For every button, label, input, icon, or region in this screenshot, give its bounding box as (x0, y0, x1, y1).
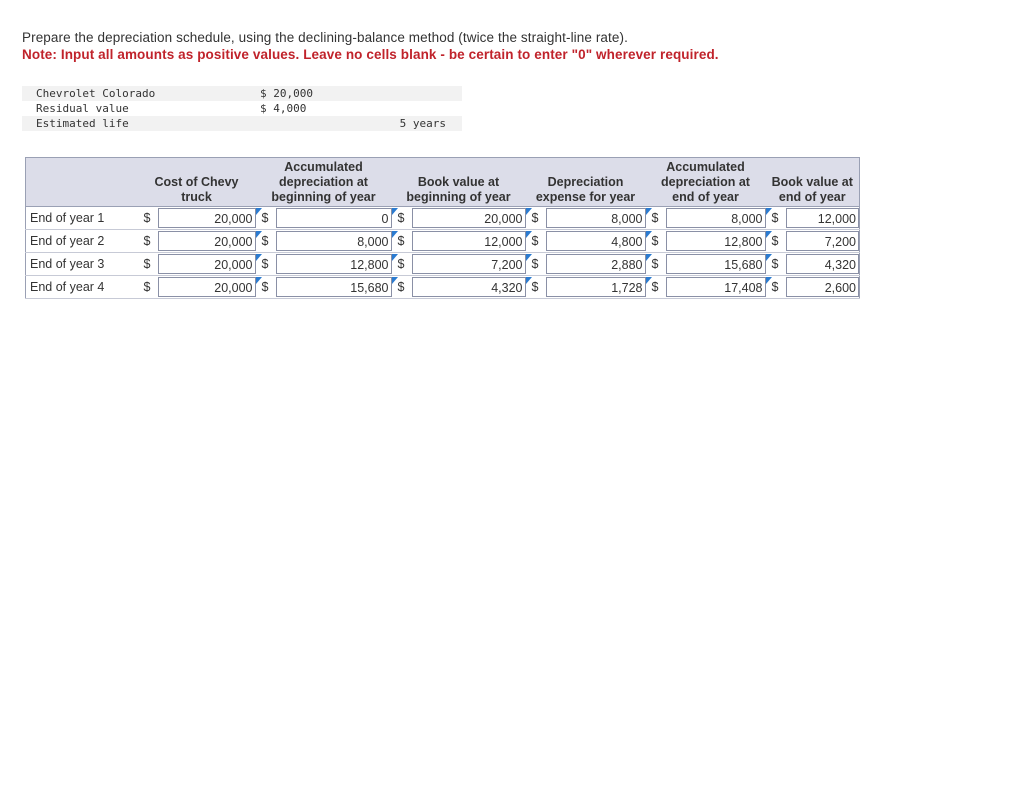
header-row (26, 158, 860, 207)
book-begin-input[interactable] (412, 231, 526, 251)
cell-accum-begin (276, 276, 392, 299)
header-accum-end: Accumulated depreciation at end of year (646, 158, 766, 207)
header-accum-begin: Accumulated depreciation at beginning of year (256, 158, 392, 207)
cost-input[interactable] (158, 277, 256, 297)
header-cost: Cost of Chevy truck (138, 158, 256, 207)
row-label: End of year 3 (26, 253, 138, 276)
book-begin-input[interactable] (412, 254, 526, 274)
currency-symbol: $ (766, 230, 786, 253)
input-value: 17,408 (724, 281, 763, 295)
input-value: 20,000 (214, 235, 253, 249)
currency-symbol: $ (138, 276, 158, 299)
currency-symbol: $ (392, 207, 412, 230)
cost-input[interactable] (158, 254, 256, 274)
given-unit (353, 86, 462, 101)
cell-cost (158, 253, 256, 276)
header-dep-exp: Depreciation expense for year (526, 158, 646, 207)
cell-book-end (786, 207, 860, 230)
cell-accum-begin (276, 230, 392, 253)
input-value: 4,320 (824, 258, 856, 272)
cell-flag-icon (766, 277, 772, 284)
cell-flag-icon (256, 277, 262, 284)
cell-cost (158, 276, 256, 299)
cell-accum-end (666, 230, 766, 253)
currency-symbol: $ (646, 207, 666, 230)
given-label: Residual value (36, 102, 129, 115)
currency-symbol: $ (526, 207, 546, 230)
accum-begin-input[interactable] (276, 231, 392, 251)
row-label: End of year 2 (26, 230, 138, 253)
cell-flag-icon (256, 208, 262, 215)
given-row (22, 101, 462, 116)
cell-flag-icon (256, 231, 262, 238)
dep-exp-input[interactable] (546, 208, 646, 228)
header-book-begin: Book value at beginning of year (392, 158, 526, 207)
given-unit: 5 years (353, 116, 462, 131)
dep-exp-input[interactable] (546, 277, 646, 297)
input-value: 2,600 (824, 281, 856, 295)
book-begin-input[interactable] (412, 208, 526, 228)
input-value: 20,000 (214, 258, 253, 272)
input-value: 2,880 (611, 258, 643, 272)
cell-flag-icon (392, 208, 398, 215)
cell-dep-exp (546, 207, 646, 230)
cell-accum-end (666, 207, 766, 230)
book-end-input[interactable] (786, 277, 860, 297)
input-value: 15,680 (724, 258, 763, 272)
accum-begin-input[interactable] (276, 277, 392, 297)
input-value: 0 (381, 212, 389, 226)
book-end-input[interactable] (786, 231, 860, 251)
currency-symbol: $ (526, 253, 546, 276)
accum-end-input[interactable] (666, 231, 766, 251)
currency-symbol: $ (392, 230, 412, 253)
given-row (22, 116, 462, 131)
given-value: $ 4,000 (260, 102, 307, 115)
input-value: 8,000 (731, 212, 763, 226)
cell-accum-end (666, 253, 766, 276)
cell-flag-icon (526, 277, 532, 284)
currency-symbol: $ (646, 230, 666, 253)
row-label: End of year 1 (26, 207, 138, 230)
input-value: 8,000 (357, 235, 389, 249)
given-value: $ 20,000 (260, 86, 353, 101)
currency-symbol: $ (646, 253, 666, 276)
cost-input[interactable] (158, 231, 256, 251)
row-label: End of year 4 (26, 276, 138, 299)
currency-symbol: $ (526, 230, 546, 253)
cell-accum-end (666, 276, 766, 299)
book-begin-input[interactable] (412, 277, 526, 297)
cell-book-begin (412, 207, 526, 230)
accum-end-input[interactable] (666, 254, 766, 274)
currency-symbol: $ (256, 276, 276, 299)
cell-dep-exp (546, 276, 646, 299)
currency-symbol: $ (138, 253, 158, 276)
input-value: 12,800 (350, 258, 389, 272)
cell-flag-icon (392, 231, 398, 238)
book-end-input[interactable] (786, 254, 860, 274)
cell-book-begin (412, 253, 526, 276)
dep-exp-input[interactable] (546, 231, 646, 251)
cell-book-end (786, 230, 860, 253)
currency-symbol: $ (766, 276, 786, 299)
currency-symbol: $ (646, 276, 666, 299)
given-unit (353, 101, 462, 116)
cell-book-end (786, 276, 860, 299)
currency-symbol: $ (138, 230, 158, 253)
currency-symbol: $ (256, 253, 276, 276)
cell-flag-icon (256, 254, 262, 261)
instructions-text: Prepare the depreciation schedule, using the declining-balance method (twice the straight-line rate). (22, 30, 628, 45)
cell-flag-icon (646, 254, 652, 261)
cell-flag-icon (526, 254, 532, 261)
input-value: 20,000 (214, 212, 253, 226)
cell-flag-icon (646, 231, 652, 238)
cell-cost (158, 230, 256, 253)
input-value: 12,800 (724, 235, 763, 249)
input-value: 20,000 (484, 212, 523, 226)
input-value: 1,728 (611, 281, 643, 295)
header-book-end: Book value at end of year (766, 158, 860, 207)
accum-end-input[interactable] (666, 277, 766, 297)
cell-flag-icon (766, 254, 772, 261)
input-value: 8,000 (611, 212, 643, 226)
dep-exp-input[interactable] (546, 254, 646, 274)
currency-symbol: $ (526, 276, 546, 299)
given-label: Estimated life (22, 116, 260, 131)
given-label: Chevrolet Colorado (22, 86, 260, 101)
input-value: 15,680 (350, 281, 389, 295)
cell-cost (158, 207, 256, 230)
accum-begin-input[interactable] (276, 208, 392, 228)
cell-flag-icon (392, 277, 398, 284)
accum-end-input[interactable] (666, 208, 766, 228)
cost-input[interactable] (158, 208, 256, 228)
currency-symbol: $ (392, 253, 412, 276)
given-value (260, 116, 353, 131)
currency-symbol: $ (766, 253, 786, 276)
cell-flag-icon (766, 231, 772, 238)
input-value: 20,000 (214, 281, 253, 295)
given-row (22, 86, 462, 101)
input-value: 7,200 (824, 235, 856, 249)
note-text: Note: Input all amounts as positive values. Leave no cells blank - be certain to enter "0" wherever required. (22, 47, 719, 62)
cell-flag-icon (526, 231, 532, 238)
cell-flag-icon (526, 208, 532, 215)
input-value: 12,000 (817, 212, 856, 226)
input-value: 12,000 (484, 235, 523, 249)
cell-flag-icon (646, 208, 652, 215)
table-row (26, 207, 860, 230)
currency-symbol: $ (392, 276, 412, 299)
accum-begin-input[interactable] (276, 254, 392, 274)
cell-dep-exp (546, 230, 646, 253)
book-end-input[interactable] (786, 208, 860, 228)
input-value: 4,320 (491, 281, 523, 295)
depreciation-schedule-table (25, 157, 860, 299)
cell-book-begin (412, 276, 526, 299)
cell-book-begin (412, 230, 526, 253)
cell-flag-icon (646, 277, 652, 284)
table-row (26, 230, 860, 253)
currency-symbol: $ (256, 230, 276, 253)
cell-flag-icon (392, 254, 398, 261)
input-value: 7,200 (491, 258, 523, 272)
cell-dep-exp (546, 253, 646, 276)
given-info-table (22, 86, 462, 131)
header-blank (26, 158, 138, 207)
currency-symbol: $ (766, 207, 786, 230)
cell-book-end (786, 253, 860, 276)
cell-accum-begin (276, 253, 392, 276)
cell-flag-icon (766, 208, 772, 215)
cell-accum-begin (276, 207, 392, 230)
currency-symbol: $ (138, 207, 158, 230)
table-row (26, 276, 860, 299)
currency-symbol: $ (256, 207, 276, 230)
input-value: 4,800 (611, 235, 643, 249)
table-row (26, 253, 860, 276)
